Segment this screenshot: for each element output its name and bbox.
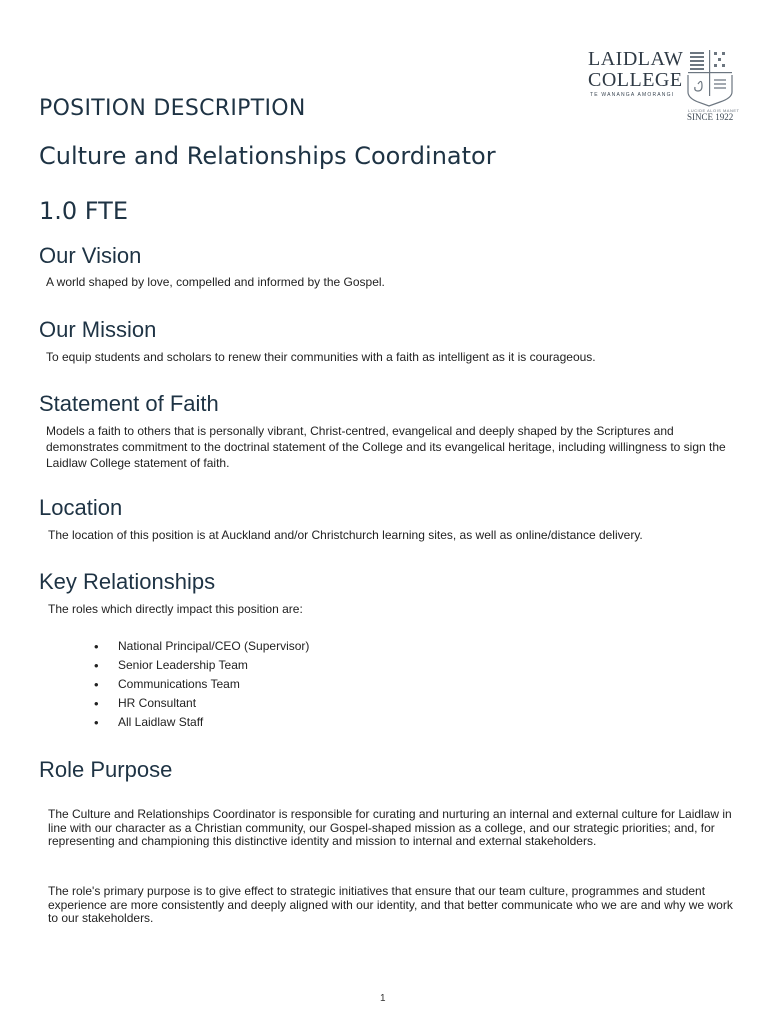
list-item: • Senior Leadership Team: [90, 656, 490, 675]
fte-label: 1.0 FTE: [39, 197, 129, 225]
location-heading: Location: [39, 495, 123, 520]
logo-line2: COLLEGE: [588, 69, 683, 91]
mission-heading: Our Mission: [39, 317, 157, 342]
page-number: 1: [380, 993, 386, 1004]
mission-text: To equip students and scholars to renew their communities with a faith as intelligent as it is courageous.: [46, 350, 596, 364]
logo-tagline: TE WANANGA AMORANGI: [590, 92, 675, 98]
logo-line1: LAIDLAW: [588, 48, 684, 70]
relationships-list: [90, 637, 490, 732]
faith-text: Models a faith to others that is personally vibrant, Christ-centred, evangelical and deeply shaped by the Scriptures and demonstrates commitment to the doctrinal statement of the College and its evangelical heritage, including willingness to sign the Laidlaw College statement of faith.: [46, 424, 726, 470]
doc-type-heading: POSITION DESCRIPTION: [39, 96, 306, 121]
crest-icon: [686, 48, 734, 108]
crest-since: SINCE 1922: [687, 112, 734, 122]
vision-heading: Our Vision: [39, 243, 142, 268]
list-item: • HR Consultant: [90, 694, 490, 713]
college-logo: [588, 46, 738, 122]
relationships-intro: The roles which directly impact this position are:: [48, 602, 303, 616]
list-item: • All Laidlaw Staff: [90, 713, 490, 732]
faith-heading: Statement of Faith: [39, 391, 219, 416]
vision-text: A world shaped by love, compelled and informed by the Gospel.: [46, 275, 385, 289]
purpose-para1: The Culture and Relationships Coordinator is responsible for curating and nurturing an internal and external culture for Laidlaw in line with our character as a Christian community, our Gospel-shaped mission as a college, and our strategic priorities; and, for representing and championing this distinctive identity and mission to internal and external stakeholders.: [48, 807, 732, 848]
purpose-heading: Role Purpose: [39, 757, 173, 782]
crest-motto: LUCIDE ALOIS MANET: [688, 108, 740, 113]
location-text: The location of this position is at Auckland and/or Christchurch learning sites, as well as online/distance delivery.: [48, 528, 643, 542]
role-title: Culture and Relationships Coordinator: [39, 142, 496, 170]
list-item: • National Principal/CEO (Supervisor): [90, 637, 490, 656]
list-item: • Communications Team: [90, 675, 490, 694]
purpose-para2: The role's primary purpose is to give effect to strategic initiatives that ensure that our team culture, programmes and student experience are more consistently and deeply aligned with our identity, and that better communicate who we are and why we work to our stakeholders.: [48, 884, 733, 925]
relationships-heading: Key Relationships: [39, 569, 216, 594]
